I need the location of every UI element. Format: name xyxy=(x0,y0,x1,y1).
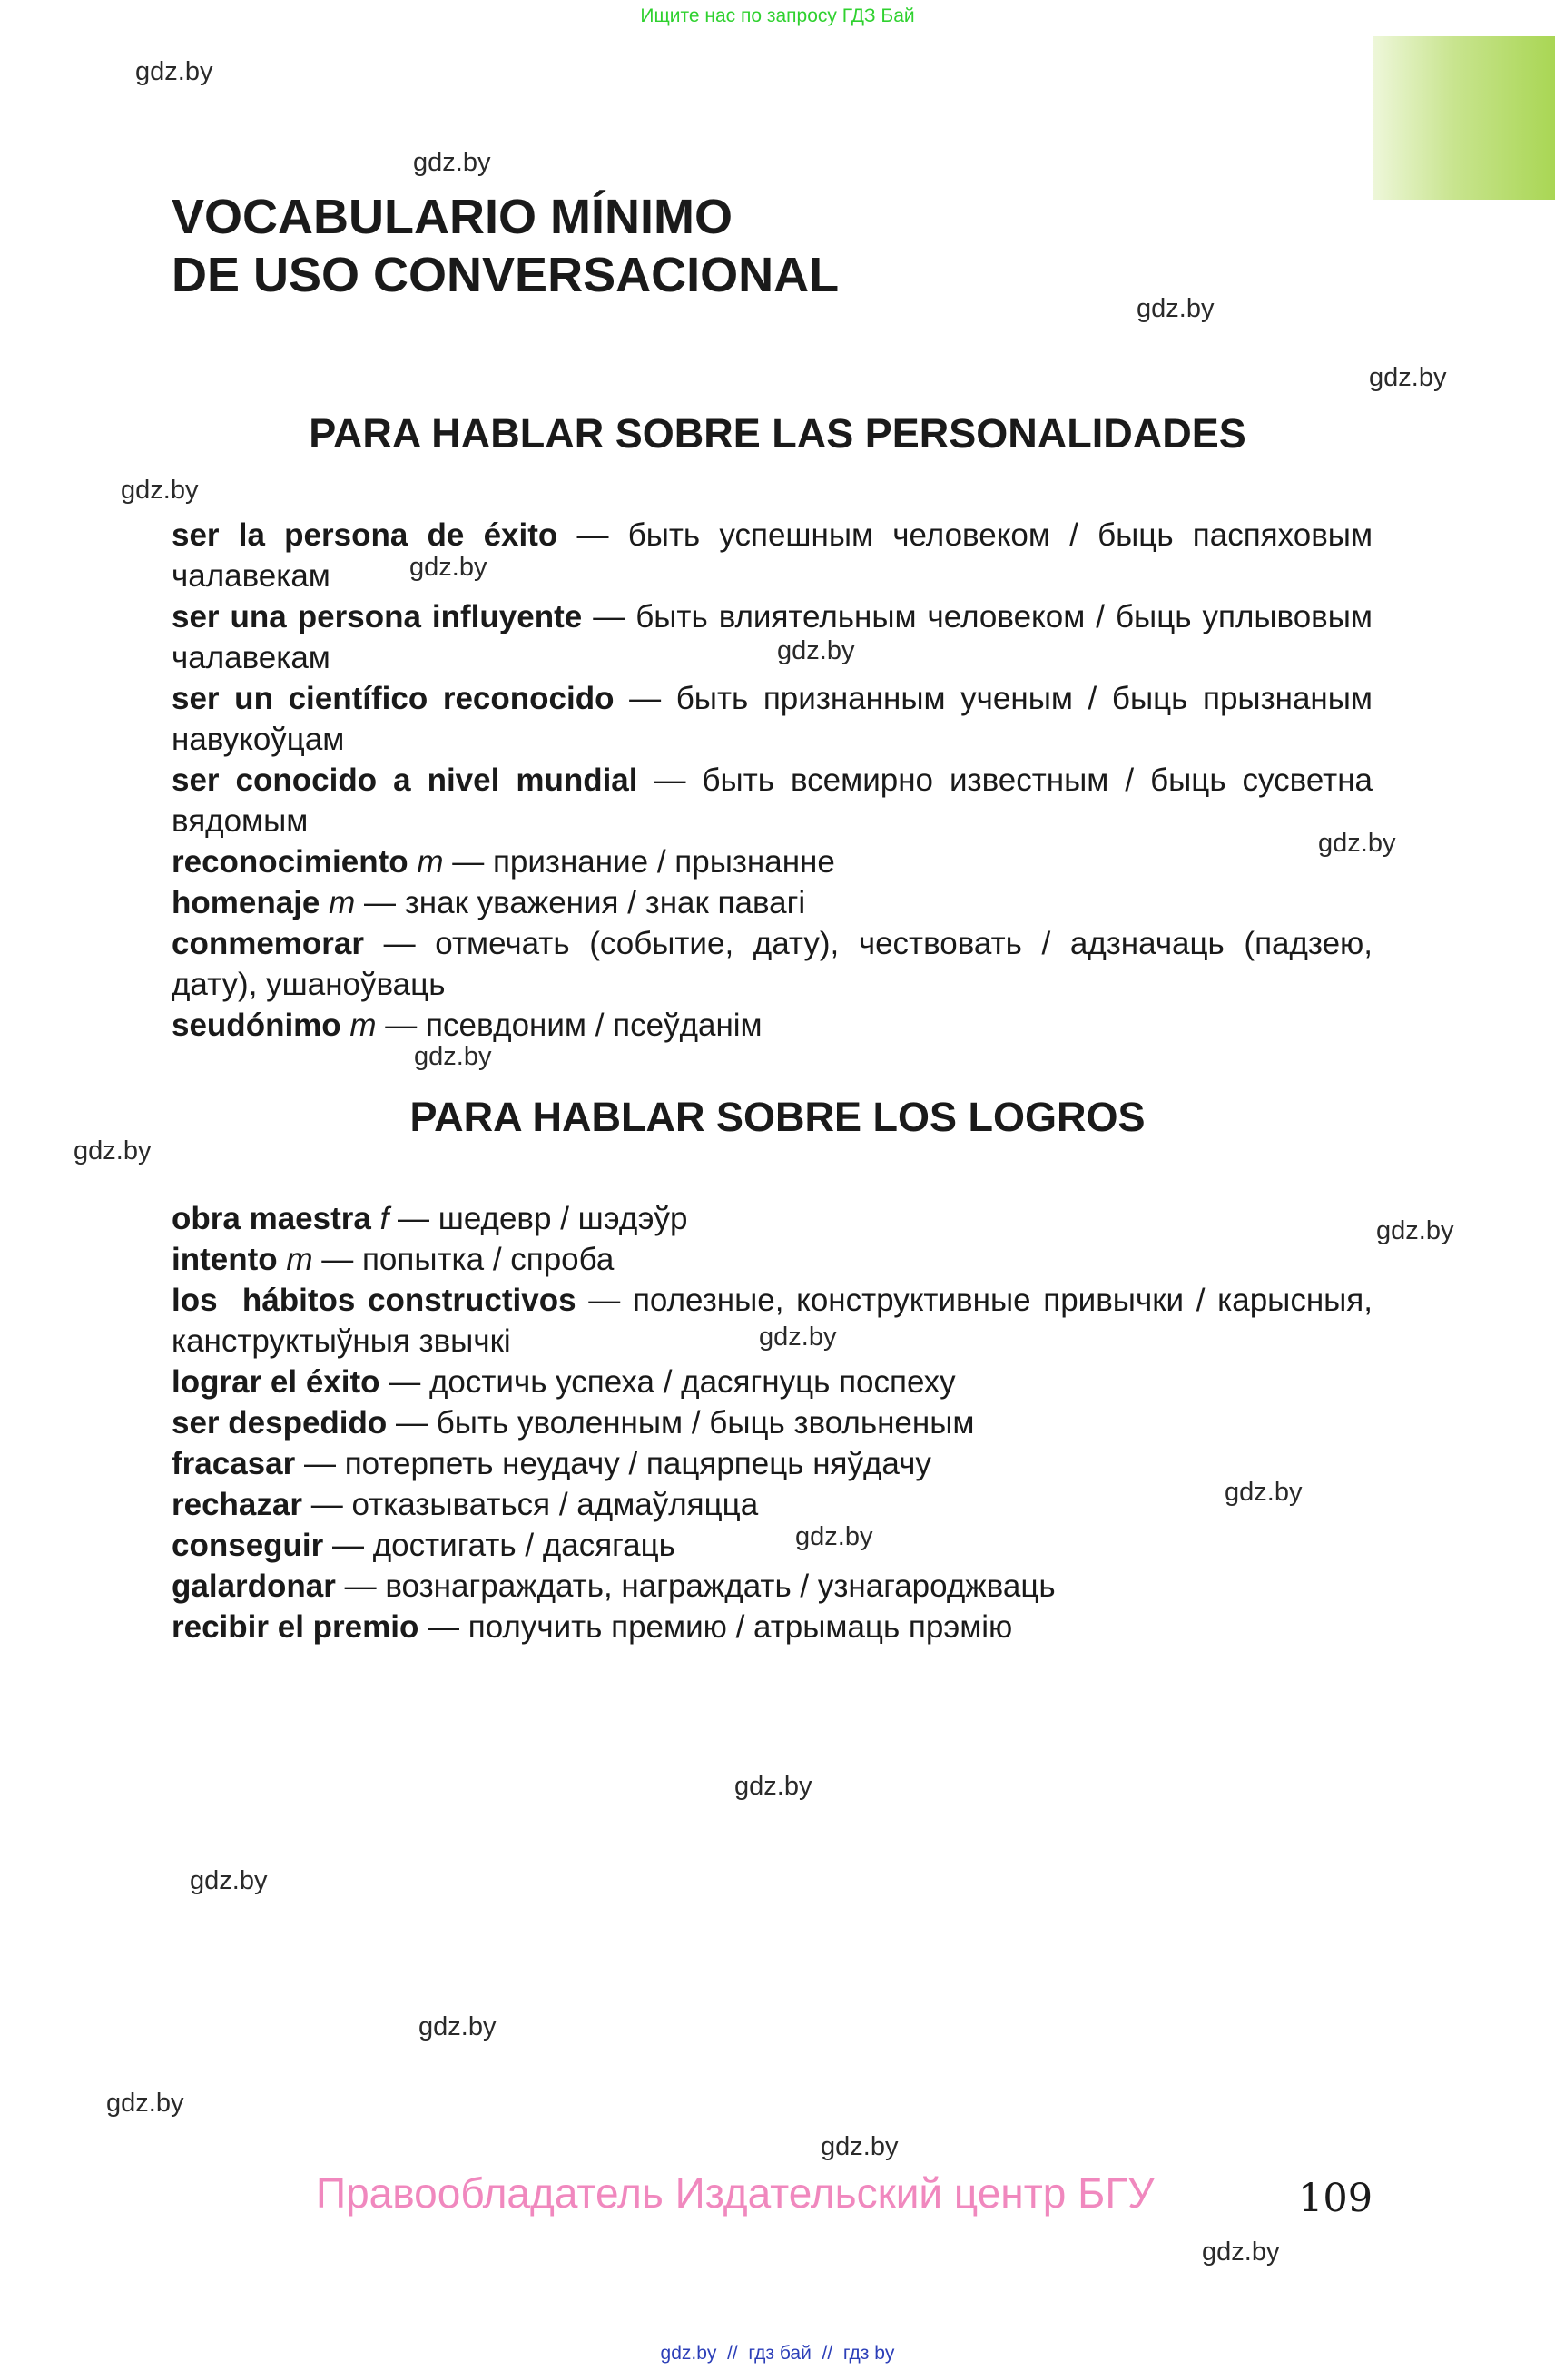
watermark: gdz.by xyxy=(1369,363,1447,392)
vocab-item: seudónimo m — псевдоним / псеўданім xyxy=(172,1008,763,1043)
vocab-term: conmemorar xyxy=(172,926,365,961)
vocab-translation: признание / прызнанне xyxy=(492,844,835,880)
vocab-term: seudónimo xyxy=(172,1008,341,1043)
watermark: gdz.by xyxy=(106,2089,184,2118)
watermark: gdz.by xyxy=(1376,1216,1454,1245)
watermark: gdz.by xyxy=(821,2132,899,2161)
vocab-term: reconocimiento xyxy=(172,844,408,880)
vocab-item: fracasar — потерпеть неудачу / пацярпець няўдачу xyxy=(172,1446,931,1481)
vocab-item: rechazar — отказываться / адмаўляцца xyxy=(172,1487,759,1522)
vocab-translation: быть влиятельным человеком / быць уплывовым чалавекам xyxy=(172,599,1373,675)
vocab-term: galardonar xyxy=(172,1569,336,1604)
watermark: gdz.by xyxy=(190,1866,268,1895)
vocab-list-personalities xyxy=(172,515,1373,1046)
vocab-term: recibir el premio xyxy=(172,1609,419,1645)
vocab-translation: отмечать (событие, дату), чествовать / адзначаць (падзею, дату), ушаноўваць xyxy=(172,926,1373,1002)
vocab-gender: f xyxy=(379,1201,389,1236)
page-title-line-2: DE USO CONVERSACIONAL xyxy=(172,248,840,302)
vocab-item: ser una persona influyente — быть влиятельным человеком / быць уплывовым чалавекам xyxy=(172,599,1373,675)
vocab-translation: знак уважения / знак павагі xyxy=(404,885,806,920)
top-banner[interactable]: Ищите нас по запросу ГДЗ Бай xyxy=(640,5,915,26)
watermark: gdz.by xyxy=(74,1136,152,1165)
vocab-translation: быть всемирно известным / быць сусветна вядомым xyxy=(172,762,1373,839)
vocab-translation: шедевр / шэдэўр xyxy=(438,1201,688,1236)
section-heading-personalities: PARA HABLAR SOBRE LAS PERSONALIDADES xyxy=(309,410,1246,457)
vocab-item: obra maestra f — шедевр / шэдэўр xyxy=(172,1201,688,1236)
vocab-term: conseguir xyxy=(172,1528,324,1563)
watermark: gdz.by xyxy=(413,148,491,177)
corner-decoration xyxy=(1373,36,1555,200)
vocab-item: los hábitos constructivos — полезные, конструктивные привычки / карысныя, канструктыўныя звычкі xyxy=(172,1283,1382,1359)
vocab-term: homenaje xyxy=(172,885,320,920)
vocab-translation: псевдоним / псеўданім xyxy=(426,1008,763,1043)
vocab-item: ser la persona de éxito — быть успешным человеком / быць паспяховым чалавекам xyxy=(172,517,1373,594)
vocab-translation: достичь успеха / дасягнуць поспеху xyxy=(428,1364,956,1400)
vocab-item: ser conocido a nivel mundial — быть всемирно известным / быць сусветна вядомым xyxy=(172,762,1373,839)
vocab-term: ser una persona influyente xyxy=(172,599,583,634)
page-title-line-1: VOCABULARIO MÍNIMO xyxy=(172,190,733,244)
vocab-item: ser un científico reconocido — быть признанным ученым / быць прызнаным навукоўцам xyxy=(172,681,1373,757)
vocab-term: intento xyxy=(172,1242,278,1277)
vocab-translation: достигать / дасягаць xyxy=(372,1528,675,1563)
vocab-gender: m xyxy=(286,1242,313,1277)
vocab-list-achievements xyxy=(172,1198,1382,1647)
vocab-term: obra maestra xyxy=(172,1201,371,1236)
watermark: gdz.by xyxy=(414,1042,492,1071)
vocab-translation: быть признанным ученым / быць прызнаным навукоўцам xyxy=(172,681,1373,757)
vocab-translation: быть уволенным / быць звольненым xyxy=(436,1405,975,1441)
vocab-item: conseguir — достигать / дасягаць xyxy=(172,1528,675,1563)
watermark: gdz.by xyxy=(734,1772,812,1801)
vocab-term: ser despedido xyxy=(172,1405,388,1441)
vocab-term: ser un científico reconocido xyxy=(172,681,615,716)
watermark: gdz.by xyxy=(777,636,855,665)
page-title xyxy=(172,188,839,304)
watermark: gdz.by xyxy=(409,553,487,582)
page-number: 109 xyxy=(1298,2176,1373,2221)
watermark: gdz.by xyxy=(1202,2237,1280,2267)
vocab-item: intento m — попытка / спроба xyxy=(172,1242,615,1277)
vocab-term: los hábitos constructivos xyxy=(172,1283,576,1318)
watermark: gdz.by xyxy=(121,476,199,505)
vocab-item: reconocimiento m — признание / прызнанне xyxy=(172,844,835,880)
vocab-item: ser despedido — быть уволенным / быць звольненым xyxy=(172,1405,975,1441)
watermark: gdz.by xyxy=(418,2012,497,2041)
vocab-term: ser la persona de éxito xyxy=(172,517,558,553)
vocab-translation: получить премию / атрымаць прэмію xyxy=(467,1609,1013,1645)
watermark: gdz.by xyxy=(1225,1478,1303,1507)
vocab-translation: отказываться / адмаўляцца xyxy=(351,1487,759,1522)
watermark: gdz.by xyxy=(1318,829,1396,858)
watermark: gdz.by xyxy=(1137,294,1215,323)
vocab-gender: m xyxy=(417,844,444,880)
vocab-translation: потерпеть неудачу / пацярпець няўдачу xyxy=(344,1446,931,1481)
watermark: gdz.by xyxy=(759,1323,837,1352)
vocab-translation: попытка / спроба xyxy=(361,1242,615,1277)
vocab-term: fracasar xyxy=(172,1446,296,1481)
copyright-notice: Правообладатель Издательский центр БГУ xyxy=(316,2169,1155,2217)
vocab-translation: быть успешным человеком / быць паспяховым чалавекам xyxy=(172,517,1373,594)
watermark: gdz.by xyxy=(795,1522,873,1551)
section-heading-achievements: PARA HABLAR SOBRE LOS LOGROS xyxy=(409,1094,1146,1140)
vocab-item: galardonar — вознаграждать, награждать / узнагароджваць xyxy=(172,1569,1056,1604)
vocab-item: conmemorar — отмечать (событие, дату), чествовать / адзначаць (падзею, дату), ушаноўваць xyxy=(172,926,1373,1002)
vocab-item: lograr el éxito — достичь успеха / дасягнуць поспеху xyxy=(172,1364,956,1400)
footer-links[interactable]: gdz.by // гдз бай // гдз by xyxy=(660,2343,895,2364)
vocab-item: recibir el premio — получить премию / атрымаць прэмію xyxy=(172,1609,1013,1645)
vocab-term: ser conocido a nivel mundial xyxy=(172,762,638,798)
vocab-gender: m xyxy=(329,885,356,920)
vocab-term: lograr el éxito xyxy=(172,1364,380,1400)
vocab-item: homenaje m — знак уважения / знак павагі xyxy=(172,885,806,920)
watermark: gdz.by xyxy=(135,57,213,86)
vocab-term: rechazar xyxy=(172,1487,302,1522)
vocab-gender: m xyxy=(349,1008,377,1043)
vocab-translation: вознаграждать, награждать / узнагароджваць xyxy=(385,1569,1056,1604)
vocab-translation: полезные, конструктивные привычки / карысныя, канструктыўныя звычкі xyxy=(172,1283,1382,1359)
